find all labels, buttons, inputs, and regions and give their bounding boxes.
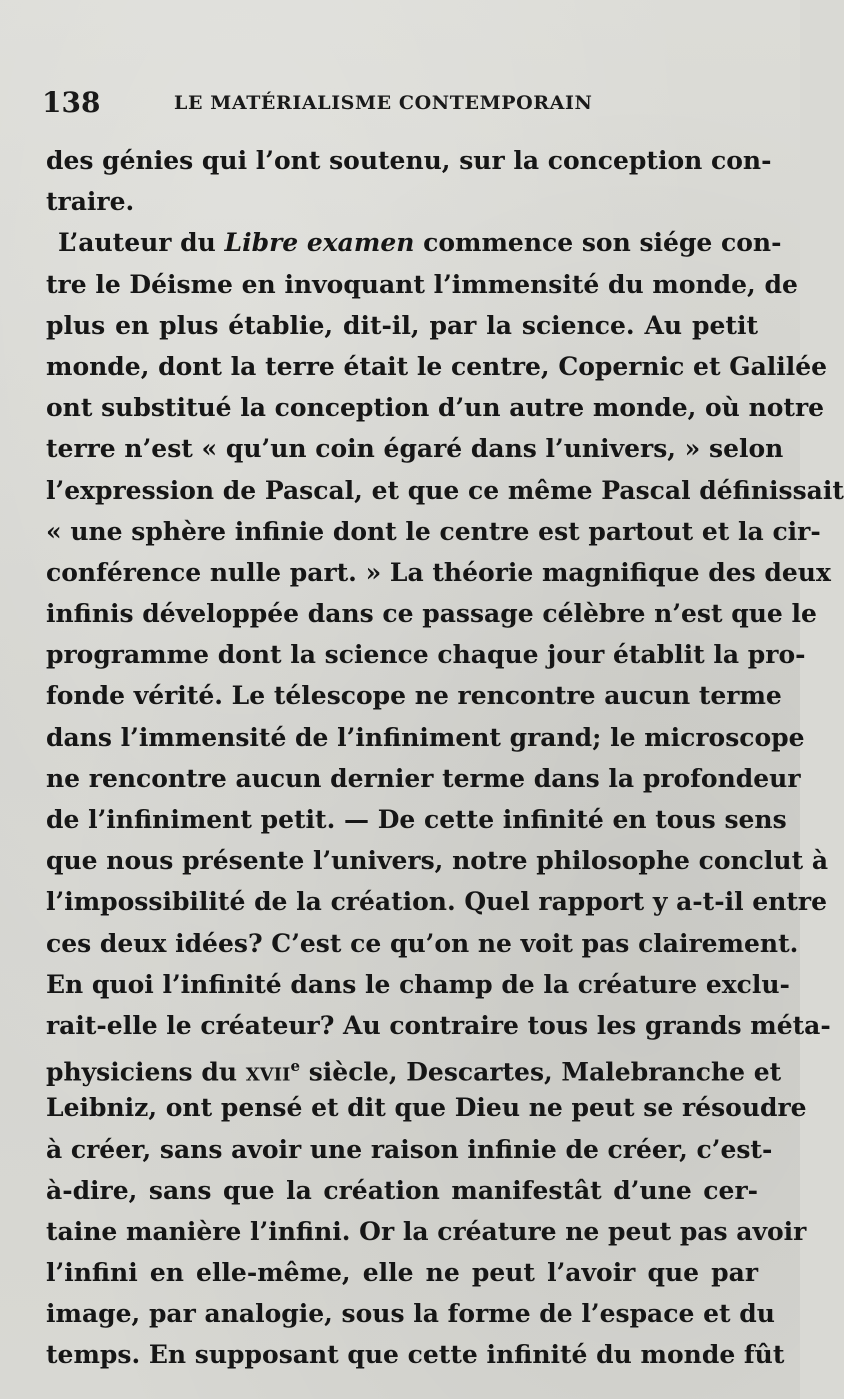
text-line: à créer, sans avoir une raison infinie de créer, c’est- xyxy=(46,1134,773,1164)
text-line: dans l’immensité de l’infiniment grand; le microscope xyxy=(46,722,805,752)
text-line: programme dont la science chaque jour établit la pro- xyxy=(46,640,806,670)
text-line: de l’infiniment petit. — De cette infinité en tous sens xyxy=(46,805,787,834)
text-line: « une sphère infinie dont le centre est partout et la cir- xyxy=(46,516,821,546)
text-line: En quoi l’infinité dans le champ de la créature exclu- xyxy=(46,969,790,999)
text-line: terre n’est « qu’un coin égaré dans l’univers, » selon xyxy=(46,434,784,464)
text-line: l’expression de Pascal, et que ce même Pascal définissait xyxy=(46,475,844,505)
text-line: ne rencontre aucun dernier terme dans la profondeur xyxy=(46,763,801,793)
running-title: LE MATÉRIALISME CONTEMPORAIN xyxy=(174,92,593,114)
text-line: l’impossibilité de la création. Quel rapport y a-t-il entre xyxy=(46,887,827,917)
text-line: fonde vérité. Le télescope ne rencontre aucun terme xyxy=(46,681,782,711)
text-line: que nous présente l’univers, notre philosophe conclut à xyxy=(46,846,829,876)
text-line: ont substitué la conception d’un autre monde, où notre xyxy=(46,393,825,423)
text-line: l’infini en elle-même, elle ne peut l’avoir que par xyxy=(46,1258,758,1288)
text-line: taine manière l’infini. Or la créature ne peut pas avoir xyxy=(46,1216,807,1246)
text-line: conférence nulle part. » La théorie magnifique des deux xyxy=(46,557,831,587)
text-line: L’auteur du Libre examen commence son siége con- xyxy=(58,228,782,258)
text-line: monde, dont la terre était le centre, Copernic et Galilée xyxy=(46,351,828,381)
text-line: physiciens du xvii$^e$ siècle, Descartes, Malebranche et xyxy=(46,1057,782,1087)
page-header xyxy=(42,82,762,126)
text-line: infinis développée dans ce passage célèbre n’est que le xyxy=(46,599,817,629)
text-line: ces deux idées? C’est ce qu’on ne voit pas clairement. xyxy=(46,928,799,958)
text-line: tre le Déisme en invoquant l’immensité du monde, de xyxy=(46,269,798,299)
body-text xyxy=(46,140,844,1376)
text-line: Leibniz, ont pensé et dit que Dieu ne peut se résoudre xyxy=(46,1093,807,1123)
text-line: traire. xyxy=(46,187,135,217)
page-number: 138 xyxy=(42,86,101,119)
text-line: des génies qui l’ont soutenu, sur la conception con- xyxy=(46,146,772,175)
text-line: plus en plus établie, dit-il, par la science. Au petit xyxy=(46,310,758,340)
text-line: image, par analogie, sous la forme de l’espace et du xyxy=(46,1299,775,1329)
text-line: temps. En supposant que cette infinité du monde fût xyxy=(46,1340,785,1370)
text-line: rait-elle le créateur? Au contraire tous les grands méta- xyxy=(46,1010,831,1040)
text-line: à-dire, sans que la création manifestât d’une cer- xyxy=(46,1175,758,1205)
